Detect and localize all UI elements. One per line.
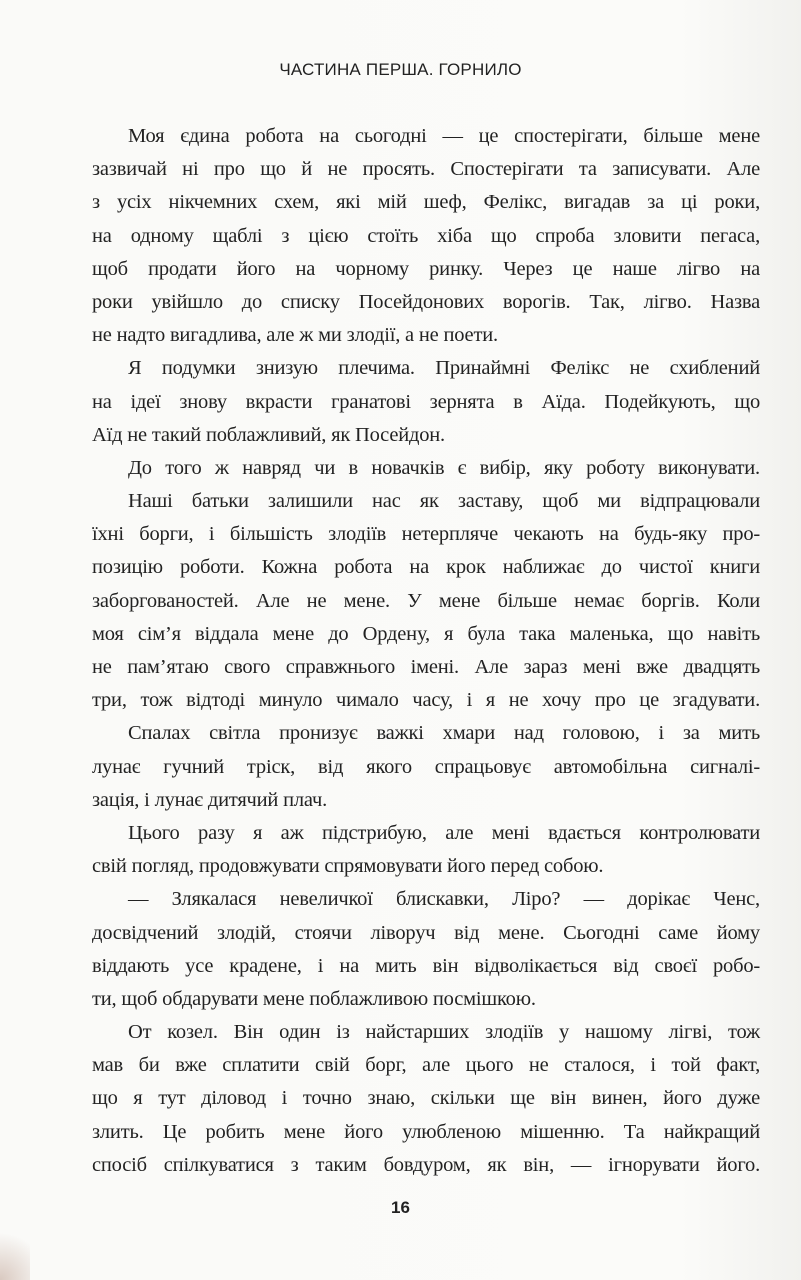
text-line: Моя єдина робота на сьогодні — це спостерігати, більше мене: [128, 125, 760, 147]
text-line: Аїд не такий поблажливий, як Посейдон.: [92, 423, 445, 446]
text-line: три, тож відтоді минуло чимало часу, і я не хочу про це згадувати.: [92, 689, 760, 712]
text-line: Спалах світла пронизує важкі хмари над головою, і за мить: [128, 722, 760, 745]
text-line: Цього разу я аж підстрибую, але мені вдається контролювати: [128, 821, 760, 844]
paragraph: [92, 120, 760, 352]
text-line: свій погляд, продовжувати спрямовувати його перед собою.: [92, 855, 604, 878]
text-line: Я подумки знизую плечима. Принаймні Фелікс не схиблений: [128, 357, 760, 380]
text-line: От козел. Він один із найстарших злодіїв у нашому лігві, тож: [128, 1021, 760, 1044]
text-line: позицію роботи. Кожна робота на крок наближає до чистої книги: [92, 556, 760, 579]
text-line: їхні борги, і більшість злодіїв нетерпляче чекають на будь-яку про-: [92, 523, 760, 546]
paragraph: [92, 485, 760, 717]
text-line: моя сім’я віддала мене до Ордену, я була така маленька, що навіть: [92, 622, 760, 645]
paragraph: [92, 717, 760, 817]
paragraph: [92, 352, 760, 452]
text-line: віддають усе крадене, і на мить він відволікається від своєї робо-: [92, 954, 760, 977]
text-line: ти, щоб обдарувати мене поблажливою посмішкою.: [92, 987, 536, 1010]
text-line: спосіб спілкуватися з таким бовдуром, як він, — ігнорувати його.: [92, 1153, 760, 1176]
text-line: на одному щаблі з цією стоїть хіба що спроба зловити пегаса,: [92, 224, 760, 247]
text-line: лунає гучний тріск, від якого спрацьовує автомобільна сигналі-: [92, 755, 760, 778]
text-line: на ідеї знову вкрасти гранатові зернята в Аїда. Подейкують, що: [92, 390, 760, 413]
page-number: 16: [391, 1198, 410, 1217]
text-line: роки увійшло до списку Посейдонових ворогів. Так, лігво. Назва: [92, 290, 760, 313]
text-line: щоб продати його на чорному ринку. Через це наше лігво на: [92, 257, 760, 280]
text-line: що я тут діловод і точно знаю, скільки ще він винен, його дуже: [92, 1087, 760, 1110]
text-line: мав би вже сплатити свій борг, але цього не сталося, і той факт,: [92, 1054, 760, 1077]
finger-shadow: [0, 1220, 30, 1280]
paragraph: [92, 1016, 760, 1182]
body-text: [92, 120, 760, 1182]
text-line: — Злякалася невеличкої блискавки, Ліро? — дорікає Ченс,: [128, 888, 760, 911]
paragraph: [92, 883, 760, 1016]
text-line: не пам’ятаю свого справжнього імені. Але зараз мені вже двадцять: [92, 656, 760, 678]
text-line: з усіх нікчемних схем, які мій шеф, Фелікс, вигадав за ці роки,: [92, 191, 760, 214]
text-line: злить. Це робить мене його улюбленою мішенню. Та найкращий: [92, 1120, 760, 1143]
text-line: зазвичай ні про що й не просять. Спостерігати та записувати. Але: [92, 158, 760, 181]
text-line: Наші батьки залишили нас як заставу, щоб ми відпрацювали: [128, 490, 760, 513]
paragraph: [92, 817, 760, 883]
paragraph: [92, 452, 760, 485]
text-line: не надто вигадлива, але ж ми злодії, а не поети.: [92, 324, 498, 347]
running-header: ЧАСТИНА ПЕРША. ГОРНИЛО: [279, 60, 522, 79]
text-line: заборгованостей. Але не мене. У мене більше немає боргів. Коли: [92, 589, 760, 612]
text-line: зація, і лунає дитячий плач.: [92, 788, 328, 811]
text-line: досвідчений злодій, стоячи ліворуч від мене. Сьогодні саме йому: [92, 921, 760, 944]
text-line: До того ж навряд чи в новачків є вибір, яку роботу виконувати.: [128, 456, 760, 479]
